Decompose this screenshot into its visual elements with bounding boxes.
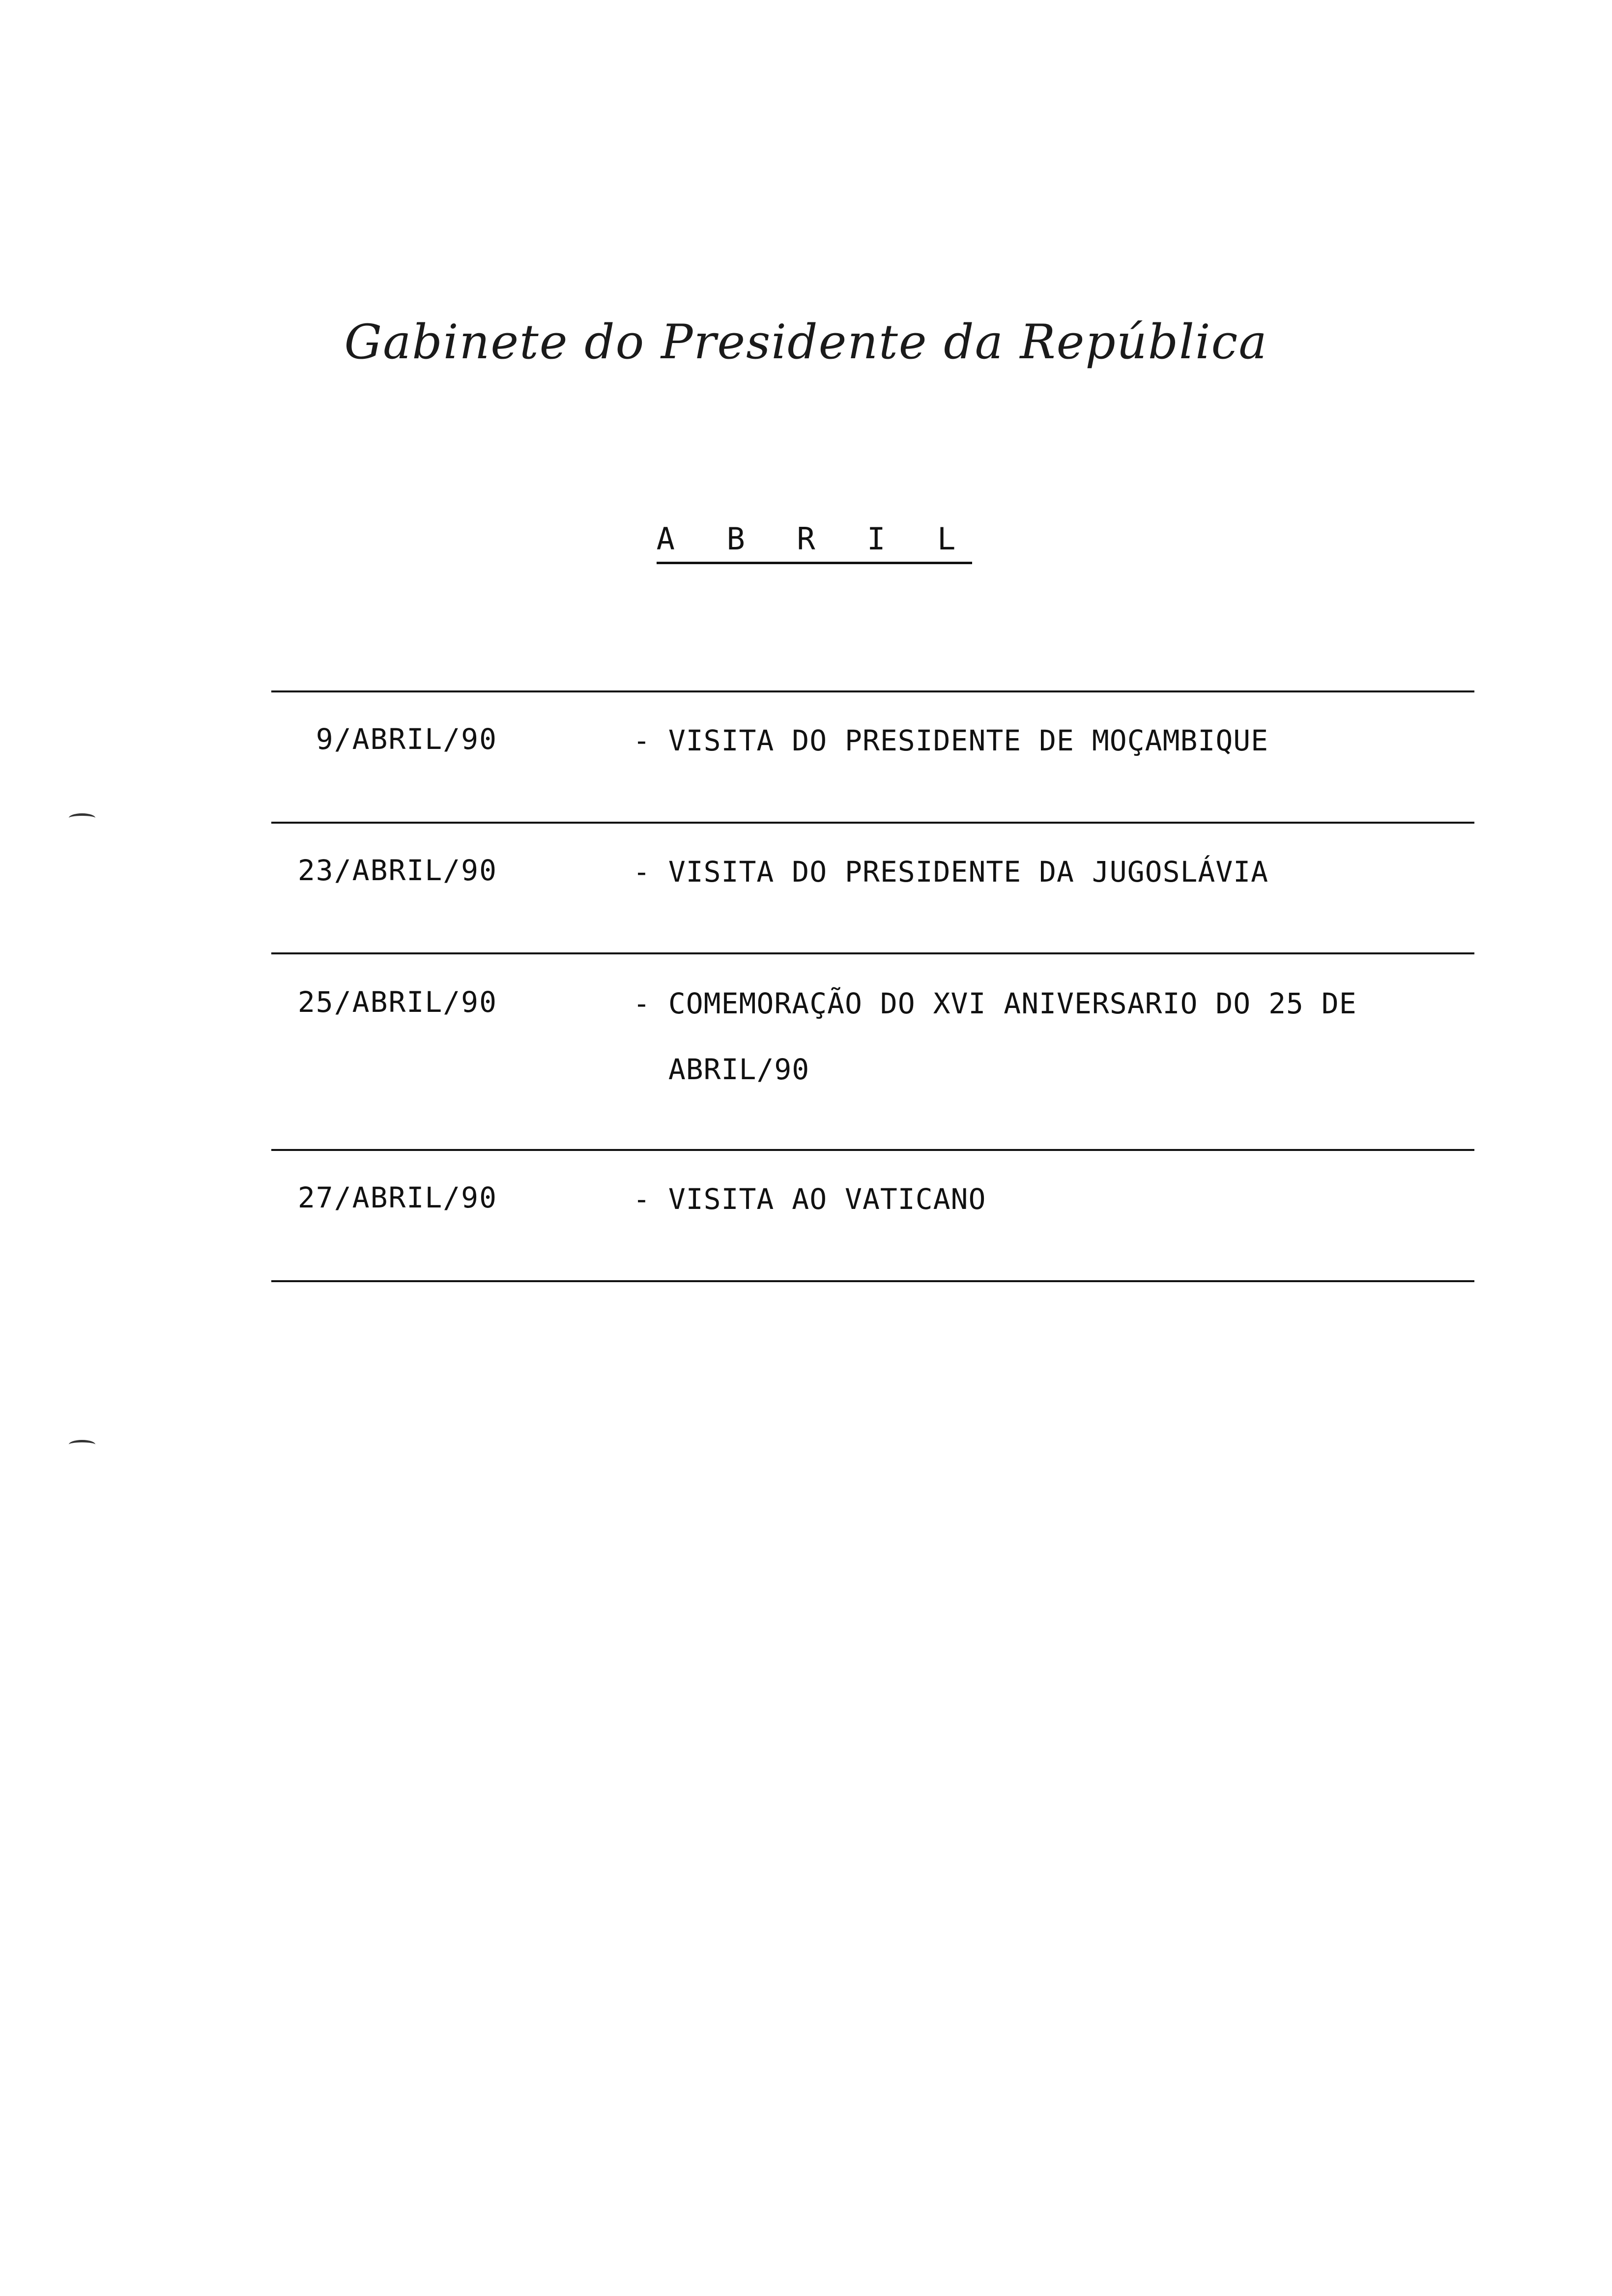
event-description: - VISITA AO VATICANO — [633, 1182, 986, 1216]
divider — [271, 690, 1474, 692]
divider — [271, 952, 1474, 954]
punch-hole-mark — [69, 813, 95, 823]
month-title — [0, 521, 1612, 557]
event-date: 23/ABRIL/90 — [297, 854, 497, 887]
event-date: 9/ABRIL/90 — [316, 722, 497, 756]
event-date: 27/ABRIL/90 — [297, 1181, 497, 1214]
letterhead: Gabinete do Presidente da República — [344, 315, 1268, 370]
event-description: - COMEMORAÇÃO DO XVI ANIVERSARIO DO 25 DE ABRIL/90 — [633, 987, 1357, 1086]
event-description: - VISITA DO PRESIDENTE DA JUGOSLÁVIA — [633, 855, 1269, 889]
divider — [271, 1280, 1474, 1282]
divider — [271, 822, 1474, 824]
divider — [271, 1149, 1474, 1151]
event-description: - VISITA DO PRESIDENTE DE MOÇAMBIQUE — [633, 724, 1269, 757]
punch-hole-mark — [69, 1440, 95, 1449]
month-title-text: A B R I L — [657, 521, 973, 564]
event-date: 25/ABRIL/90 — [297, 985, 497, 1019]
